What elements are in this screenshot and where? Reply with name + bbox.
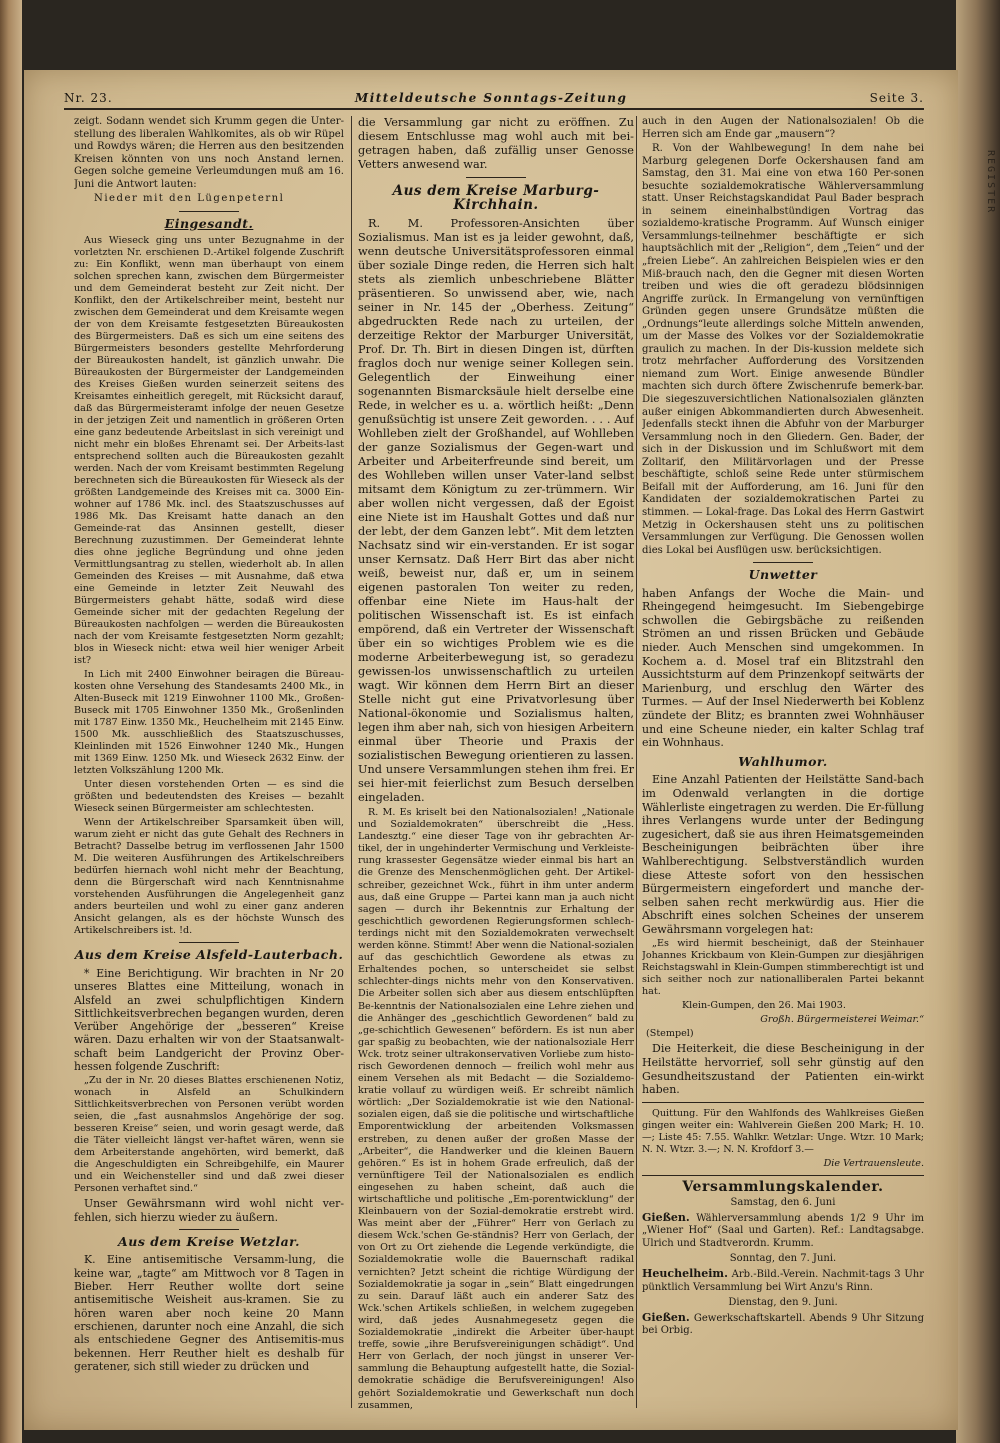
issue-number: Nr. 23. (64, 91, 113, 105)
section-heading-wetzlar: Aus dem Kreise Wetzlar. (118, 1233, 300, 1249)
calendar-place: Heuchelheim. (642, 1267, 728, 1280)
book-edge-right (956, 0, 1000, 1443)
newspaper-title: Mitteldeutsche Sonntags-Zeitung (354, 91, 628, 105)
calendar-entry (642, 1312, 924, 1338)
calendar-place: Gießen. (642, 1310, 690, 1324)
article-paragraph: Unser Gewährsmann wird wohl nicht ver-fehlen, sich hierzu wieder zu äußern. (74, 1197, 344, 1224)
section-heading-wahlhumor: Wahlhumor. (738, 753, 828, 769)
article-paragraph: R. M. Professoren-Ansichten über Sozialismus. Man ist es ja leider gewohnt, daß, wenn deutsche Universitätsprofessoren einmal über soziale Dinge reden, die Herren sich halt stets als ziemlich unbeschriebene Blätter präsentieren. So unwissend aber, wie, nach seiner in Nr. 145 der „Oberhess. Zeitung“ abgedruckten Rede nach zu urteilen, der derzeitige Rektor der Marburger Universität, Prof. Dr. Th. Birt in diesen Dingen ist, dürften fraglos doch nur wenige seiner Kollegen sein. Gelegentlich der Einweihung einer sogenannten Bismarcksäule hielt derselbe eine Rede, in welcher es u. a. wörtlich heißt: „Denn genußsüchtig ist unsere Zeit geworden. . . . Auf Wohlleben zielt der Großhandel, auf Wohlleben der ganze Sozialismus der Gegen-wart und Arbeiter und Arbeiterfreunde sind bereit, um des Wohlleben willen unser Vater-land selbst mitsamt dem Königtum zu zer-trümmern. Wir aber wollen nicht vergessen, daß der Egoist eine Niete ist im Haushalt Gottes und daß nur der lebt, der dem Ganzen lebt“. Mit dem letzten Nachsatz sind wir ein-verstanden. Er ist sogar unser Kernsatz. Daß Herr Birt das aber nicht weiß, beweist nur, daß er, um in seinem eigenen pastoralen Ton weiter zu reden, offenbar eine Niete im Haus-halt der politischen Wissenschaft ist. Es ist einfach empörend, daß ein Vertreter der Wissenschaft über ein so wichtiges Problem wie es die moderne Arbeiterbewegung ist, so geradezu gewissen-los unwissenschaftlich zu urteilen wagt. Wir können dem Herrn Birt an dieser Stelle nicht gut eine Privatvorlesung über National-ökonomie und Sozialismus halten, legen ihm aber nah, sich von hiesigen Arbeitern einmal über Theorie und Praxis der sozialistischen Bewegung orientieren zu lassen. Und unsere Versammlungen stehen ihm frei. Er sei hier-mit feierlichst zum Besuch derselben eingeladen. (358, 217, 634, 804)
column-rule (636, 116, 637, 1408)
calendar-date: Dienstag, den 9. Juni. (728, 1297, 838, 1308)
article-paragraph: In Lich mit 2400 Einwohner beiragen die Büreau-kosten ohne Versehung des Standesamts 2400 Mk., in Alten-Buseck mit 1219 Einwohner 1100 Mk., Großen-Buseck mit 1705 Einwohner 1350 Mk., Großenlinden mit 1787 Einw. 1350 Mk., Heuchelheim mit 2145 Einw. 1500 Mk. ausschließlich des Staatszuschusses, Kleinlinden mit 1526 Einwohner 1240 Mk., Hungen mit 1369 Einw. 1250 Mk. und Wieseck 2632 Einw. der letzten Volkszählung 1200 Mk. (74, 669, 344, 777)
article-paragraph: * Eine Berichtigung. Wir brachten in Nr 20 unseres Blattes eine Mitteilung, wonach in Alsfeld an zwei schulpflichtigen Kindern Sittlichkeitsverbrechen begangen wurden, deren Verüber Angehörige der „besseren“ Kreise wären. Dazu erhalten wir von der Staatsanwalt-schaft beim Landgericht der Provinz Ober-hessen folgende Zuschrift: (74, 966, 344, 1073)
divider (179, 942, 239, 943)
article-paragraph: R. Von der Wahlbewegung! In dem nahe bei Marburg gelegenen Dorfe Ockershausen fand am Samstag, den 31. Mai eine von etwa 160 Per-sonen besuchte sozialdemokratische Wählerversammlung statt. Unser Reichstagskandidat Paul Bader besprach in seinem eineinhalbstündigen Vortrag das sozialdemo-kratische Programm. Auf Wunsch einiger Versammlungs-teilnehmer beschäftigte er sich hauptsächlich mit der „Religion“, dem „Teien“ und der „freien Liebe“. An zahlreichen Beispielen wies er den Miß-brauch nach, den die Gegner mit diesen Worten treiben und wies die oft geradezu blödsinnigen Angriffe zurück. In Ermangelung von vernünftigen Gründen gegen unsere Grundsätze müßten die „Ordnungs“leute allerdings solche Mitteln anwenden, um der Masse des Volkes vor der Sozialdemokratie graulich zu machen. In der Dis-kussion meldete sich trotz mehrfacher Aufforderung des Vorsitzenden niemand zum Wort. Einige anwesende Bündler machten sich durch öftere Zwischenrufe bemerk-bar. Die siegeszuversichtlichen Nationalsozialen glänzten außer einigen Abkommandierten durch Abwesenheit. Jedenfalls steckt ihnen die Abfuhr von der Marburger Versammlung noch in den Gliedern. Gen. Bader, der sich in der Diskussion und im Schlußwort mit dem Zolltarif, den Militärvorlagen und der Presse beschäftigte, schloß seine Rede unter stürmischem Beifall mit der Aufforderung, am 16. Juni für den Kandidaten der sozialdemokratischen Partei zu stimmen. — Lokal-frage. Das Lokal des Herrn Gastwirt Metzig in Ockershausen steht uns zu politischen Versammlungen zur Verfügung. Die Genossen wollen dies Lokal bei Ausflügen usw. berücksichtigen. (642, 143, 924, 556)
stamp-note: (Stempel) (646, 1028, 694, 1040)
document-date: Klein-Gumpen, den 26. Mai 1903. (682, 1000, 846, 1012)
calendar-date: Samstag, den 6. Juni (730, 1197, 836, 1209)
calendar-heading: Versammlungskalender. (682, 1178, 884, 1195)
column-3 (642, 116, 924, 1412)
article-paragraph: Nieder mit den Lügenpeternl (94, 193, 285, 205)
book-binding-left (0, 0, 22, 1443)
article-paragraph: K. Eine antisemitische Versamm-lung, die keine war, „tagte“ am Mittwoch vor 8 Tagen in Bieber. Herr Reuther wollte dort seine antisemitische Weisheit aus-kramen. Sie zu hören waren aber noch keine 20 Mann erschienen, darunter noch eine Anzahl, die sich als entschiedene Gegner des Antisemitis-mus bekennen. Herr Reuther hielt es deshalb für geratener, sich still wieder zu drücken und (74, 1253, 344, 1373)
newspaper-page (24, 70, 958, 1430)
calendar-text: Gewerkschaftskartell. Abends 9 Uhr Sitzung bei Orbig. (642, 1312, 924, 1337)
divider (179, 211, 239, 212)
calendar-entry (642, 1268, 924, 1294)
divider (753, 562, 813, 563)
section-heading-eingesandt: Eingesandt. (164, 215, 254, 231)
quittung-paragraph: Quittung. Für den Wahlfonds des Wahlkreises Gießen gingen weiter ein: Wahlverein Gießen 200 Mark; H. 10.—; Liste 45: 7.55. Wahlkr. Wetzlar: Unge. Wtzr. 10 Mark; N. N. Wtzr. 3.—; N. N. Krofdorf 3.— (642, 1107, 924, 1155)
column-rule (351, 116, 352, 1408)
article-paragraph: die Versammlung gar nicht zu eröffnen. Zu diesem Entschlusse mag wohl auch mit bei-getragen haben, daß zufällig unser Genosse Vetters anwesend war. (358, 116, 634, 171)
article-paragraph: Die Heiterkeit, die diese Bescheinigung in der Heilstätte hervorrief, soll sehr günstig auf den Gesundheitszustand der Patienten ein-wirkt haben. (642, 1042, 924, 1097)
article-paragraph: zeigt. Sodann wendet sich Krumm gegen die Unter-stellung des liberalen Wahlkomites, als ob wir Rüpel und Rowdys wären; die Herren aus den besitzenden Kreisen könnten von uns noch Anstand lernen. Gegen solche gemeine Verleumdungen muß am 16. Juni die Antwort lauten: (74, 116, 344, 190)
divider (179, 1229, 239, 1230)
calendar-text: Wählerversammlung abends 1/2 9 Uhr im „Wiener Hof“ (Saal und Garten). Ref.: Landtagsabge. Ulrich und Stadtverordn. Krumm. (642, 1212, 924, 1249)
article-paragraph: „Zu der in Nr. 20 dieses Blattes erschienenen Notiz, wonach in Alsfeld an Schulkindern Sittlichkeitsverbrechen von Personen verübt worden seien, die „fast ausnahmslos Angehörige der sog. besseren Kreise“ seien, und worin gesagt werde, daß die Täter vielleicht längst ver-haftet wären, wenn sie dem Arbeiterstande angehörten, wird bemerkt, daß die Angeschuldigten ein Schreibgehilfe, ein Maurer und ein Weichensteller sind und daß zwei dieser Personen verhaftet sind.“ (74, 1075, 344, 1195)
calendar-date: Sonntag, den 7. Juni. (729, 1253, 837, 1265)
edge-register-tab: REGISTER (985, 150, 996, 215)
article-paragraph: Unter diesen vorstehenden Orten — es sind die größten und bedeutendsten des Kreises — bezahlt Wieseck seinen Bürgermeister am schlechtesten. (74, 779, 344, 815)
divider (466, 177, 526, 178)
column-2 (358, 116, 634, 1412)
article-paragraph: „Es wird hiermit bescheinigt, daß der Steinhauer Johannes Krickbaum von Klein-Gumpen zur diesjährigen Reichstagswahl in Klein-Gumpen stimmberechtigt ist und sich seither noch zur nationalliberalen Partei bekannt hat. (642, 938, 924, 998)
article-paragraph: auch in den Augen der Nationalsozialen! Ob die Herren sich am Ende gar „mausern“? (642, 116, 924, 140)
article-paragraph: Eine Anzahl Patienten der Heilstätte Sand-bach im Odenwald verlangten in die dortige Wählerliste eingetragen zu werden. Die Er-füllung ihres Verlangens wurde unter der Bedingung zugesichert, daß sie aus ihren Heimatsgemeinden Bescheinigungen beibrächten über ihre Wahlberechtigung. Selbstverständlich wurden diese Atteste sofort von den hessischen Bürgermeistern eingefordert und manche der-selben sahen recht merkwürdig aus. Hier die Abschrift eines solchen Scheines der unserem Gewährsmann vorgelegen hat: (642, 773, 924, 936)
section-heading-unwetter: Unwetter (748, 567, 818, 583)
divider (642, 1102, 924, 1103)
page-header (64, 86, 924, 110)
column-1 (74, 116, 344, 1412)
document-signature: Großh. Bürgermeisterei Weimar.“ (760, 1014, 924, 1026)
calendar-text: Arb.-Bild.-Verein. Nachmit-tags 3 Uhr pünktlich Versammlung bei Wirt Anzu's Rinn. (642, 1269, 924, 1293)
divider (642, 1175, 924, 1176)
article-paragraph: Wenn der Artikelschreiber Sparsamkeit üben will, warum zieht er nicht das gute Gehalt des Rechners in Betracht? Dasselbe betrug im verflossenen Jahr 1500 M. Die weiteren Ausführungen des Artikelschreibers bedürfen hiernach wohl nicht mehr der Beachtung, denn die Bürgerschaft wird nach Kenntnisnahme vorstehenden Ausführungen die Angelegenheit ganz anders beurteilen und wohl zu einer ganz anderen Ansicht gelangen, als es der höchste Wunsch des Artikelschreibers ist. !d. (74, 817, 344, 937)
section-heading-marburg: Aus dem Kreise Marburg-Kirchhain. (392, 183, 600, 213)
calendar-entry (642, 1212, 924, 1251)
article-paragraph: haben Anfangs der Woche die Main- und Rheingegend heimgesucht. Im Siebengebirge schwollen die Gebirgsbäche zu reißenden Strömen an und rissen Brücken und Gebäude nieder. Auch Menschen sind umgekommen. In Kochem a. d. Mosel traf ein Blitzstrahl den Aussichtsturm auf dem Prinzenkopf seitwärts der Marienburg, und erschlug den Wärter des Turmes. — Auf der Insel Niederwerth bei Koblenz zündete der Blitz; es brannten zwei Wohnhäuser und eine Scheune nieder, ein kalter Schlag traf ein Wohnhaus. (642, 586, 924, 750)
quittung-signature: Die Vertrauensleute. (823, 1157, 924, 1169)
calendar-place: Gießen. (642, 1210, 690, 1224)
article-paragraph: R. M. Es kriselt bei den Nationalsozialen! „Nationale und Sozialdemokraten“ überschreibt die „Hess. Landesztg.“ eine dieser Tage von ihr gebrachten Ar-tikel, der in ungehinderter Vermischung und Verkleiste-rung krassester Gegensätze wieder einmal bis hart an die Grenze des Menschenmöglichen geht. Der Artikel-schreiber, gezeichnet Wck., führt in ihm unter anderm aus, daß eine Gruppe — Partei kann man ja auch nicht sagen — durch ihr Bekenntnis zur Erhaltung der geschichtlich gewordenen Regierungsformen schlech-terdings nicht mit den Sozialdemokraten verwechselt werden könne. Stimmt! Aber wenn die National-sozialen auf das geschichtlich Gewordene als etwas zu Erhaltendes pochen, so unterscheidet sie selbst schlechter-dings nichts mehr von den Konservativen. Die Arbeiter sollen sich aber aus diesem entschlüpften Be-kenntnis der Nationalsozialen eine Lehre ziehen und die Anhänger des „geschichtlich Gewordenen“ bald zu „ge-schichtlich Gewesenen“ befördern. Es ist nun aber gar spaßig zu beobachten, wie der nationalsoziale Herr Wck. trotz seiner ultrakonservativen Vorliebe zum histo-risch Gewordenen dennoch — freilich wohl mehr aus einem Versehen als mit Bedacht — die Sozialdemo-kratie vollauf zu würdigen weiß. Er schreibt nämlich wörtlich: „Der Sozialdemokratie ist wie den National-sozialen eigen, daß sie die politische und wirtschaftliche Emporentwicklung der arbeitenden Volksmassen erstreben, zu denen außer der großen Masse der „Arbeiter“, die Handwerker und die kleinen Bauern gehören.“ Es ist in hohem Grade erfreulich, daß der vernünftigere Teil der Nationalsozialen es endlich eingesehen zu haben scheint, daß auch die wirtschaftliche und politische „Em-porentwicklung“ der Kleinbauern von der Sozial-demokratie erstrebt wird. Was meint aber der „Führer“ Herr von Gerlach zu diesem Wck.'schen Ge-ständnis? Herr von Gerlach, der von Ort zu Ort ziehende die Legende verkündigte, die Sozialdemokratie wolle die Bauernschaft radikal vernichten? Jetzt scheint die richtige Würdigung der Sozialdemokratie ja sogar in „sein“ Blatt eingedrungen zu sein. Darauf läßt auch ein anderer Satz des Wck.'schen Artikels schließen, in welchem zugegeben wird, daß jedes Ausnahmegesetz gegen die Sozialdemokratie „indirekt die Arbeiter über-haupt treffe, sowie „ihre Berufsvereinigungen schädigt“. Und Herr von Gerlach, der noch jüngst in unserer Ver-sammlung die Behauptung aufgestellt hatte, die Sozial-demokratie schädige die Berufsvereinigungen! Also gehört Sozialdemokratie und Gewerkschaft nun doch zusammen, (358, 807, 634, 1411)
section-heading-alsfeld: Aus dem Kreise Alsfeld-Lauterbach. (74, 947, 344, 963)
page-number: Seite 3. (869, 91, 924, 105)
article-paragraph: Aus Wieseck ging uns unter Bezugnahme in der vorletzten Nr. erschienen D.-Artikel folgende Zuschrift zu: Ein Konflikt, wenn man überhaupt von einem solchen sprechen kann, zwischen dem Bürgermeister und dem Gemeinderat besteht zur Zeit nicht. Der Konflikt, den der Artikelschreiber meint, besteht nur zwischen dem Gemeinderat und dem Kreisamte wegen der von dem Kreisamte festgesetzten Büreaukosten des Bürgermeisters. Daß es sich um eine seitens des Bürgermeisters besonders gestellte Mehrforderung der Büreaukosten handelt, ist gänzlich unwahr. Die Büreaukosten der Bürgermeister der Landgemeinden des Kreises Gießen wurden seinerzeit seitens des Kreisamtes einheitlich geregelt, mit Rücksicht darauf, daß das Bürgermeisteramt infolge der neuen Gesetze in der jetzigen Zeit und namentlich in größeren Orten eine ganz bedeutende Arbeitslast in sich vereinigt und nicht mehr ein bloßes Ehrenamt sei. Der Arbeits-last entsprechend sollten auch die Büreaukosten gezahlt werden. Nach der vom Kreisamt bestimmten Regelung berechneten sich die Büreaukosten für Wieseck als der größten Landgemeinde des Kreises mit ca. 3000 Ein-wohner auf 1786 Mk. incl. des Staatszuschusses auf 1986 Mk. Das Kreisamt hatte danach an den Gemeinde-rat das Ansinnen gestellt, dieser Berechnung zuzustimmen. Der Gemeinderat lehnte dies ohne jegliche Begründung und ohne jeden Vermittlungsantrag zu stellen, wiederholt ab. In allen Gemeinden des Kreises — mit Ausnahme, daß etwa eine Gemeinde in letzter Zeit Neuwahl des Bürgermeisters gehabt hätte, sodaß wird diese Gemeinde sicher mit der gedachten Regelung der Büreaukosten nachfolgen — werden die Büreaukosten nach der vom Kreisamte festgesetzten Norm gezahlt; blos in Wieseck nicht: etwa weil hier weniger Arbeit ist? (74, 235, 344, 667)
